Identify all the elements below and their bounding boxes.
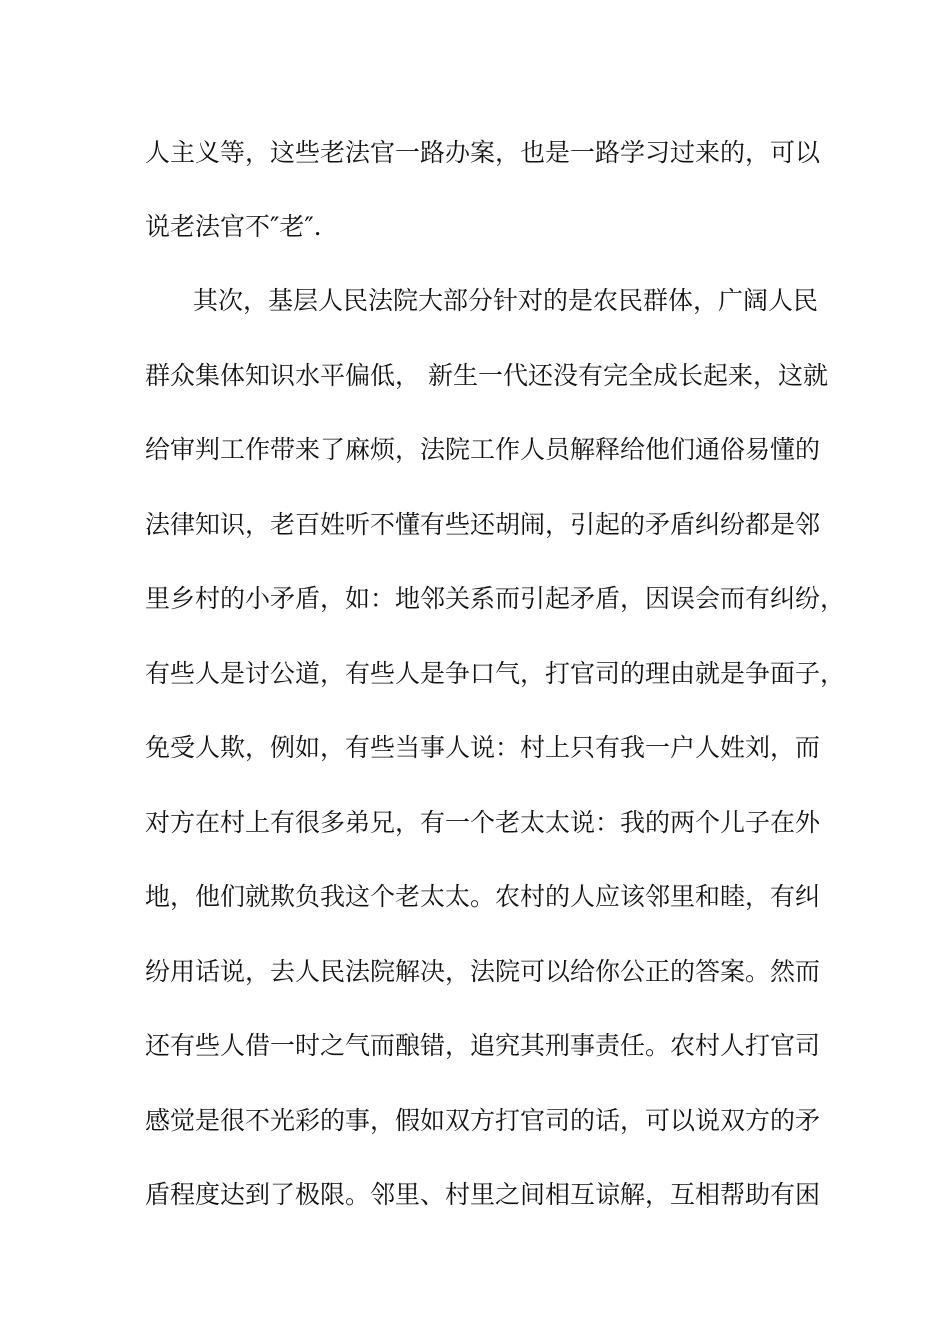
text-line: 盾程度达到了极限。邻里、村里之间相互谅解，互相帮助有困 — [145, 1180, 821, 1209]
text-line: 里乡村的小矛盾，如：地邻关系而引起矛盾，因误会而有纠纷， — [145, 584, 846, 613]
paragraph-start-line: 其次，基层人民法院大部分针对的是农民群体，广阔人民 — [193, 286, 819, 315]
text-line: 说老法官不″老″. — [145, 212, 322, 241]
text-line: 感觉是很不光彩的事，假如双方打官司的话，可以说双方的矛 — [145, 1106, 821, 1135]
text-line: 有些人是讨公道，有些人是争口气，打官司的理由就是争面子， — [145, 659, 846, 688]
text-line: 还有些人借一时之气而酿错，追究其刑事责任。农村人打官司 — [145, 1031, 821, 1060]
text-line: 给审判工作带来了麻烦，法院工作人员解释给他们通俗易懂的 — [145, 435, 821, 464]
text-line: 对方在村上有很多弟兄，有一个老太太说：我的两个儿子在外 — [145, 808, 821, 837]
text-line: 地，他们就欺负我这个老太太。农村的人应该邻里和睦，有纠 — [145, 882, 821, 911]
text-line: 纷用话说，去人民法院解决，法院可以给你公正的答案。然而 — [145, 957, 821, 986]
text-line: 群众集体知识水平偏低， 新生一代还没有完全成长起来，这就 — [145, 361, 828, 390]
text-line: 人主义等，这些老法官一路办案，也是一路学习过来的，可以 — [145, 138, 821, 167]
text-line: 免受人欺，例如，有些当事人说：村上只有我一户人姓刘，而 — [145, 733, 821, 762]
text-line: 法律知识，老百姓听不懂有些还胡闹，引起的矛盾纠纷都是邻 — [145, 510, 821, 539]
